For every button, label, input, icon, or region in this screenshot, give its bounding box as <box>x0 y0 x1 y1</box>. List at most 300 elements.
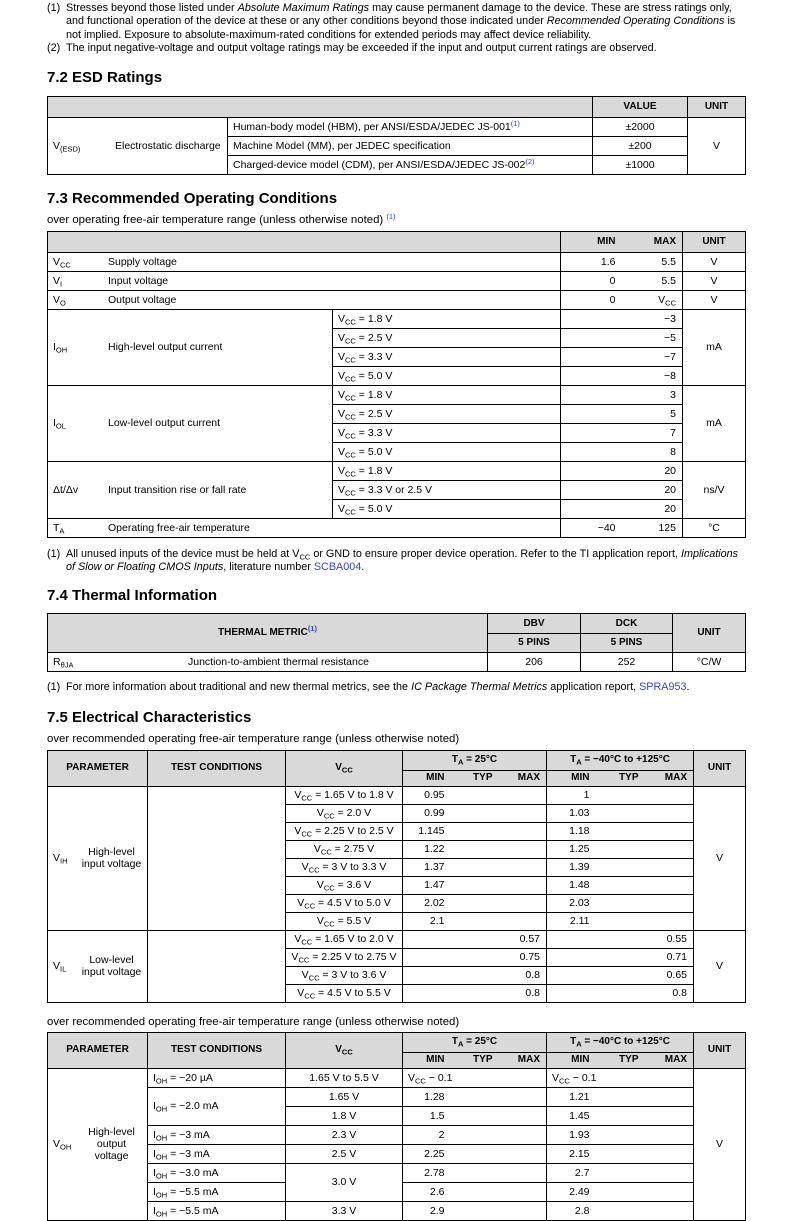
cell <box>561 366 622 385</box>
cell: 0.95 <box>403 786 451 804</box>
cell: 0.75 <box>499 948 547 966</box>
parameter-name: High-level output current <box>108 341 223 354</box>
cell: 1.6 <box>561 252 622 271</box>
cell <box>451 1201 499 1220</box>
parameter-name: Operating free-air temperature <box>108 521 250 534</box>
cell <box>48 518 561 537</box>
cell: $V_{CC} = 2.25$ V to 2.5 V <box>286 822 403 840</box>
header-cell: UNIT <box>673 614 746 653</box>
subscript: OH <box>155 1133 168 1143</box>
subscript: CC <box>345 374 356 384</box>
cell <box>451 858 499 876</box>
cell <box>645 1163 694 1182</box>
header-cell: DCK <box>581 614 673 634</box>
header-cell: $V_{CC}$ <box>286 750 403 786</box>
footnote-ref[interactable]: (2) <box>525 156 535 166</box>
subscript: A <box>59 526 65 536</box>
cell: ns/V <box>683 461 746 518</box>
italic-text: Absolute Maximum Ratings <box>237 2 370 14</box>
note-text: All unused inputs of the device must be held at $V_{CC}$ or GND to ensure proper device operation. Refer to the TI application report, Implications of Slow or Floating CMOS Inputs, literature number SCBA004. <box>66 547 739 574</box>
subscript: CC <box>345 469 356 479</box>
top-notes <box>47 2 745 56</box>
cell: ±2000 <box>593 117 688 136</box>
header-cell: 5 PINS <box>488 634 581 653</box>
subscript: CC <box>301 937 313 947</box>
cell <box>561 442 622 461</box>
cell: 0.57 <box>499 930 547 948</box>
header-cell: THERMAL METRIC$^{(1)}$ <box>48 614 488 653</box>
header-cell: MIN <box>547 1052 596 1068</box>
subscript: OH <box>155 1076 168 1086</box>
cell: 0.8 <box>499 966 547 984</box>
subscript: θJA <box>60 660 74 670</box>
subscript: CC <box>299 552 311 562</box>
cell <box>499 1106 547 1125</box>
cell <box>561 480 622 499</box>
electrical-characteristics-output-table <box>47 1032 746 1221</box>
cell: 1.25 <box>547 840 596 858</box>
cell <box>48 930 148 1002</box>
header-cell: TEST CONDITIONS <box>148 750 286 786</box>
cell: 2.11 <box>547 912 596 930</box>
cell <box>561 461 622 480</box>
cell <box>48 271 561 290</box>
cell: 2.78 <box>403 1163 451 1182</box>
cell <box>645 876 694 894</box>
subscript: IL <box>60 964 67 974</box>
cell: 2.25 <box>403 1144 451 1163</box>
cell: V <box>694 786 746 930</box>
cell <box>561 423 622 442</box>
header-cell: TYP <box>596 1052 645 1068</box>
cell: $I_{OH} = -3$ mA <box>148 1125 286 1144</box>
subscript: CC <box>323 919 335 929</box>
header-cell: UNIT <box>694 1032 746 1068</box>
cell: −7 <box>622 347 683 366</box>
subscript: (ESD) <box>60 144 81 154</box>
cell <box>645 894 694 912</box>
note-item <box>47 42 745 55</box>
cell: $V_{CC} = 2.25$ V to 2.75 V <box>286 948 403 966</box>
cell: 1.8 V <box>286 1106 403 1125</box>
cell: 1.48 <box>547 876 596 894</box>
subscript: CC <box>345 355 356 365</box>
header-cell: TYP <box>451 1052 499 1068</box>
header-cell: MIN <box>403 770 451 786</box>
elec-subtitle-1: over recommended operating free-air temperature range (unless otherwise noted) <box>47 732 460 745</box>
section-title-recommended-operating-conditions: 7.3 Recommended Operating Conditions <box>47 189 338 207</box>
cell <box>451 966 499 984</box>
cell <box>451 840 499 858</box>
note-number: (1) <box>47 681 61 694</box>
subscript: CC <box>345 507 356 517</box>
symbol: Δt/Δv <box>53 483 79 496</box>
cell: −3 <box>622 309 683 328</box>
cell <box>451 1144 499 1163</box>
cell <box>645 840 694 858</box>
cell <box>547 984 596 1002</box>
symbol: $R_{\theta JA}$ <box>53 656 74 670</box>
header-cell: MAX <box>645 1052 694 1068</box>
cell: $I_{OH} = -3.0$ mA <box>148 1163 286 1182</box>
cell: $I_{OH} = -2.0$ mA <box>148 1087 286 1125</box>
cell: 5 <box>622 404 683 423</box>
cell <box>451 804 499 822</box>
italic-text: Recommended Operating Conditions <box>546 15 725 28</box>
electrical-characteristics-input-table <box>47 750 746 1003</box>
cell <box>596 1144 645 1163</box>
recommended-operating-conditions-table <box>47 231 746 538</box>
cell <box>148 930 286 1002</box>
cell <box>451 1106 499 1125</box>
subscript: OH <box>55 345 68 355</box>
cell: 1.93 <box>547 1125 596 1144</box>
cell <box>596 858 645 876</box>
header-cell: UNIT <box>683 231 746 252</box>
cell <box>403 984 451 1002</box>
subscript: CC <box>341 765 353 775</box>
subscript: OH <box>155 1171 168 1181</box>
cell: $V_{CC} = 2.5$ V <box>333 328 561 347</box>
cell: 2.8 <box>547 1201 596 1220</box>
cell: −40 <box>561 518 622 537</box>
cell: $V_{CC} = 3.6$ V <box>286 876 403 894</box>
subscript: CC <box>341 1047 353 1057</box>
section-title-electrical-characteristics: 7.5 Electrical Characteristics <box>47 708 252 726</box>
header-cell: $T_A = 25^\circ C$ <box>403 1032 547 1052</box>
roc-footnote <box>47 548 745 575</box>
cell: V <box>694 930 746 1002</box>
subscript: O <box>60 298 66 308</box>
header-cell: MIN <box>403 1052 451 1068</box>
cell <box>451 876 499 894</box>
cell: $V_{CC} = 2.0$ V <box>286 804 403 822</box>
cell <box>561 385 622 404</box>
cell: 2.03 <box>547 894 596 912</box>
cell: $V_{CC} = 1.8$ V <box>333 461 561 480</box>
header-cell: MAX <box>622 231 683 252</box>
cell <box>561 309 622 328</box>
cell <box>48 252 561 271</box>
cell: ±1000 <box>593 155 688 174</box>
cell <box>48 385 333 461</box>
cell: $V_{CC} = 1.65$ V to 2.0 V <box>286 930 403 948</box>
cell <box>596 1201 645 1220</box>
cell: 2.6 <box>403 1182 451 1201</box>
cell <box>48 461 333 518</box>
cell <box>499 894 547 912</box>
footnote-ref[interactable]: (1) <box>386 211 396 221</box>
note-number: (1) <box>47 547 61 560</box>
cell: $V_{CC} = 5.0$ V <box>333 442 561 461</box>
cell <box>499 876 547 894</box>
cell: $V_{CC} = 2.75$ V <box>286 840 403 858</box>
cell: 1.21 <box>547 1087 596 1106</box>
subscript: I <box>60 279 63 289</box>
parameter-name: High-level output voltage <box>88 1126 135 1163</box>
cell: ±200 <box>593 136 688 155</box>
cell <box>596 1182 645 1201</box>
cell <box>451 930 499 948</box>
cell: 1.5 <box>403 1106 451 1125</box>
cell <box>596 1087 645 1106</box>
header-cell: UNIT <box>694 750 746 786</box>
cell <box>451 822 499 840</box>
cell: $V_{CC} = 3.3$ V <box>333 347 561 366</box>
cell: 125 <box>622 518 683 537</box>
subscript: CC <box>308 973 320 983</box>
cell: 8 <box>622 442 683 461</box>
cell: °C/W <box>673 653 746 672</box>
symbol: $I_{OL}$ <box>53 417 66 431</box>
symbol: $V_{CC}$ <box>53 255 71 270</box>
cell: 2.1 <box>403 912 451 930</box>
cell <box>645 1106 694 1125</box>
cell: mA <box>683 385 746 461</box>
symbol: $V_O$ <box>53 293 66 308</box>
cell: −5 <box>622 328 683 347</box>
cell: 5.5 <box>622 252 683 271</box>
cell <box>596 822 645 840</box>
cell: 0.8 <box>499 984 547 1002</box>
cell: $V_{CC}$ <box>622 290 683 309</box>
elec-subtitle-2: over recommended operating free-air temperature range (unless otherwise noted) <box>47 1015 460 1028</box>
note-number: (2) <box>47 42 61 55</box>
footnote-ref[interactable]: (1) <box>307 624 317 634</box>
cell: 2.7 <box>547 1163 596 1182</box>
cell: 1.45 <box>547 1106 596 1125</box>
cell: Human-body model (HBM), per ANSI/ESDA/JEDEC JS-001$^{(1)}$ <box>228 117 593 136</box>
cell: 7 <box>622 423 683 442</box>
doc-link[interactable]: SCBA004 <box>313 561 362 574</box>
cell: 1.39 <box>547 858 596 876</box>
subscript: CC <box>345 317 356 327</box>
cell: 1.37 <box>403 858 451 876</box>
cell <box>451 786 499 804</box>
header-cell: PARAMETER <box>48 750 148 786</box>
cell <box>499 822 547 840</box>
cell: 0.8 <box>645 984 694 1002</box>
cell <box>645 786 694 804</box>
subscript: CC <box>301 829 313 839</box>
esd-ratings-table <box>47 96 746 175</box>
cell: 2.15 <box>547 1144 596 1163</box>
subscript: CC <box>345 336 356 346</box>
cell <box>499 804 547 822</box>
cell <box>48 290 561 309</box>
subscript: CC <box>559 1076 570 1086</box>
subscript: IH <box>60 856 68 866</box>
subscript: OH <box>155 1190 168 1200</box>
cell <box>596 840 645 858</box>
cell: °C <box>683 518 746 537</box>
cell: 1.47 <box>403 876 451 894</box>
header-cell: $T_A = -40^\circ C$ to +125°C <box>547 1032 694 1052</box>
cell <box>499 840 547 858</box>
cell: $V_{CC} = 5.5$ V <box>286 912 403 930</box>
cell: 20 <box>622 461 683 480</box>
footnote-ref[interactable]: (1) <box>510 118 520 128</box>
cell: 1.65 V <box>286 1087 403 1106</box>
cell <box>451 948 499 966</box>
cell <box>645 804 694 822</box>
cell <box>499 786 547 804</box>
symbol: $T_A$ <box>53 521 65 536</box>
cell <box>596 894 645 912</box>
cell: $I_{OH} = -3$ mA <box>148 1144 286 1163</box>
cell: $V_{CC} = 1.8$ V <box>333 385 561 404</box>
cell <box>645 822 694 840</box>
cell: 2.3 V <box>286 1125 403 1144</box>
cell: $V_{CC} - 0.1$ <box>403 1068 547 1087</box>
header-cell: 5 PINS <box>581 634 673 653</box>
header-cell: MAX <box>645 770 694 786</box>
header-cell: $V_{CC}$ <box>286 1032 403 1068</box>
header-cell: MIN <box>561 231 622 252</box>
cell: $V_{CC} = 5.0$ V <box>333 499 561 518</box>
cell: 3.3 V <box>286 1201 403 1220</box>
italic-text: Implications of Slow or Floating CMOS Inputs <box>66 547 739 574</box>
cell: mA <box>683 309 746 385</box>
cell: $V_{CC} = 3.3$ V <box>333 423 561 442</box>
cell: 3.0 V <box>286 1163 403 1201</box>
cell: 2 <box>403 1125 451 1144</box>
cell: 20 <box>622 499 683 518</box>
header-cell: MIN <box>547 770 596 786</box>
subscript: CC <box>323 883 335 893</box>
cell <box>48 653 488 672</box>
cell: V <box>688 117 746 174</box>
note-item <box>47 2 745 42</box>
cell <box>561 328 622 347</box>
cell: −8 <box>622 366 683 385</box>
note-number: (1) <box>47 2 61 14</box>
cell: 1.22 <box>403 840 451 858</box>
section-title-esd-ratings: 7.2 ESD Ratings <box>47 68 163 86</box>
cell <box>596 804 645 822</box>
header-cell: TYP <box>596 770 645 786</box>
cell: $V_{CC} = 4.5$ V to 5.5 V <box>286 984 403 1002</box>
cell: V <box>683 290 746 309</box>
cell <box>645 1125 694 1144</box>
cell <box>499 858 547 876</box>
cell <box>596 948 645 966</box>
cell: $I_{OH} = -20$ µA <box>148 1068 286 1087</box>
esd-table-container <box>47 96 745 175</box>
subscript: A <box>457 1039 464 1049</box>
cell <box>596 1125 645 1144</box>
cell <box>596 876 645 894</box>
thermal-information-table <box>47 613 746 672</box>
subscript: CC <box>345 393 356 403</box>
roc-subtitle: over operating free-air temperature range (unless otherwise noted) $^{(1)}$ <box>47 211 396 226</box>
cell: 0 <box>561 271 622 290</box>
symbol: $V_{IL}$ <box>53 960 67 974</box>
subscript: CC <box>345 450 356 460</box>
cell <box>596 1163 645 1182</box>
cell: V <box>683 252 746 271</box>
cell: 0.71 <box>645 948 694 966</box>
doc-link[interactable]: SPRA953 <box>639 681 687 694</box>
cell <box>499 1182 547 1201</box>
subscript: CC <box>304 901 316 911</box>
cell <box>499 1201 547 1220</box>
header-cell: $T_A = -40^\circ C$ to +125°C <box>547 750 694 770</box>
cell <box>645 1144 694 1163</box>
cell <box>499 1144 547 1163</box>
cell: 1.145 <box>403 822 451 840</box>
parameter-name: Input transition rise or fall rate <box>108 483 247 496</box>
header-cell: MAX <box>499 770 547 786</box>
subscript: CC <box>308 865 320 875</box>
subscript: CC <box>298 955 310 965</box>
cell <box>451 894 499 912</box>
subscript: A <box>576 757 582 767</box>
cell: $V_{CC} = 1.65$ V to 1.8 V <box>286 786 403 804</box>
cell <box>645 1201 694 1220</box>
cell: $V_{CC} = 1.8$ V <box>333 309 561 328</box>
cell <box>645 1087 694 1106</box>
cell <box>148 786 286 930</box>
subscript: CC <box>301 793 313 803</box>
cell: 1.65 V to 5.5 V <box>286 1068 403 1087</box>
header-cell: MAX <box>499 1052 547 1068</box>
cell: 0.65 <box>645 966 694 984</box>
cell: 2.9 <box>403 1201 451 1220</box>
cell <box>645 858 694 876</box>
cell: 2.49 <box>547 1182 596 1201</box>
symbol: $V_{IH}$ <box>53 852 68 866</box>
cell <box>561 404 622 423</box>
header-cell <box>48 231 561 252</box>
subscript: CC <box>345 488 356 498</box>
cell <box>48 117 228 174</box>
cell: 1.18 <box>547 822 596 840</box>
cell: 206 <box>488 653 581 672</box>
subscript: A <box>576 1039 582 1049</box>
subscript: CC <box>345 412 356 422</box>
cell: $V_{CC} = 4.5$ V to 5.0 V <box>286 894 403 912</box>
section-title-thermal-information: 7.4 Thermal Information <box>47 587 218 605</box>
cell <box>645 912 694 930</box>
cell <box>547 966 596 984</box>
header-cell: TYP <box>451 770 499 786</box>
header-cell <box>48 96 593 117</box>
cell <box>596 966 645 984</box>
cell: 2.5 V <box>286 1144 403 1163</box>
symbol: $V_{OH}$ <box>53 1138 72 1152</box>
cell <box>403 966 451 984</box>
cell: $I_{OH} = -5.5$ mA <box>148 1201 286 1220</box>
subscript: OH <box>155 1209 168 1219</box>
symbol: $V_I$ <box>53 274 63 289</box>
thermal-footnote <box>47 681 745 694</box>
cell: $V_{CC} = 3.3$ V or 2.5 V <box>333 480 561 499</box>
cell <box>451 984 499 1002</box>
cell <box>48 786 148 930</box>
cell <box>547 948 596 966</box>
cell <box>499 1125 547 1144</box>
cell: 2.02 <box>403 894 451 912</box>
parameter-name: Low-level output current <box>108 417 221 430</box>
cell <box>48 1068 148 1220</box>
cell <box>499 1163 547 1182</box>
cell <box>596 984 645 1002</box>
cell <box>596 912 645 930</box>
cell: V <box>683 271 746 290</box>
subscript: CC <box>60 260 71 270</box>
cell: $I_{OH} = -5.5$ mA <box>148 1182 286 1201</box>
